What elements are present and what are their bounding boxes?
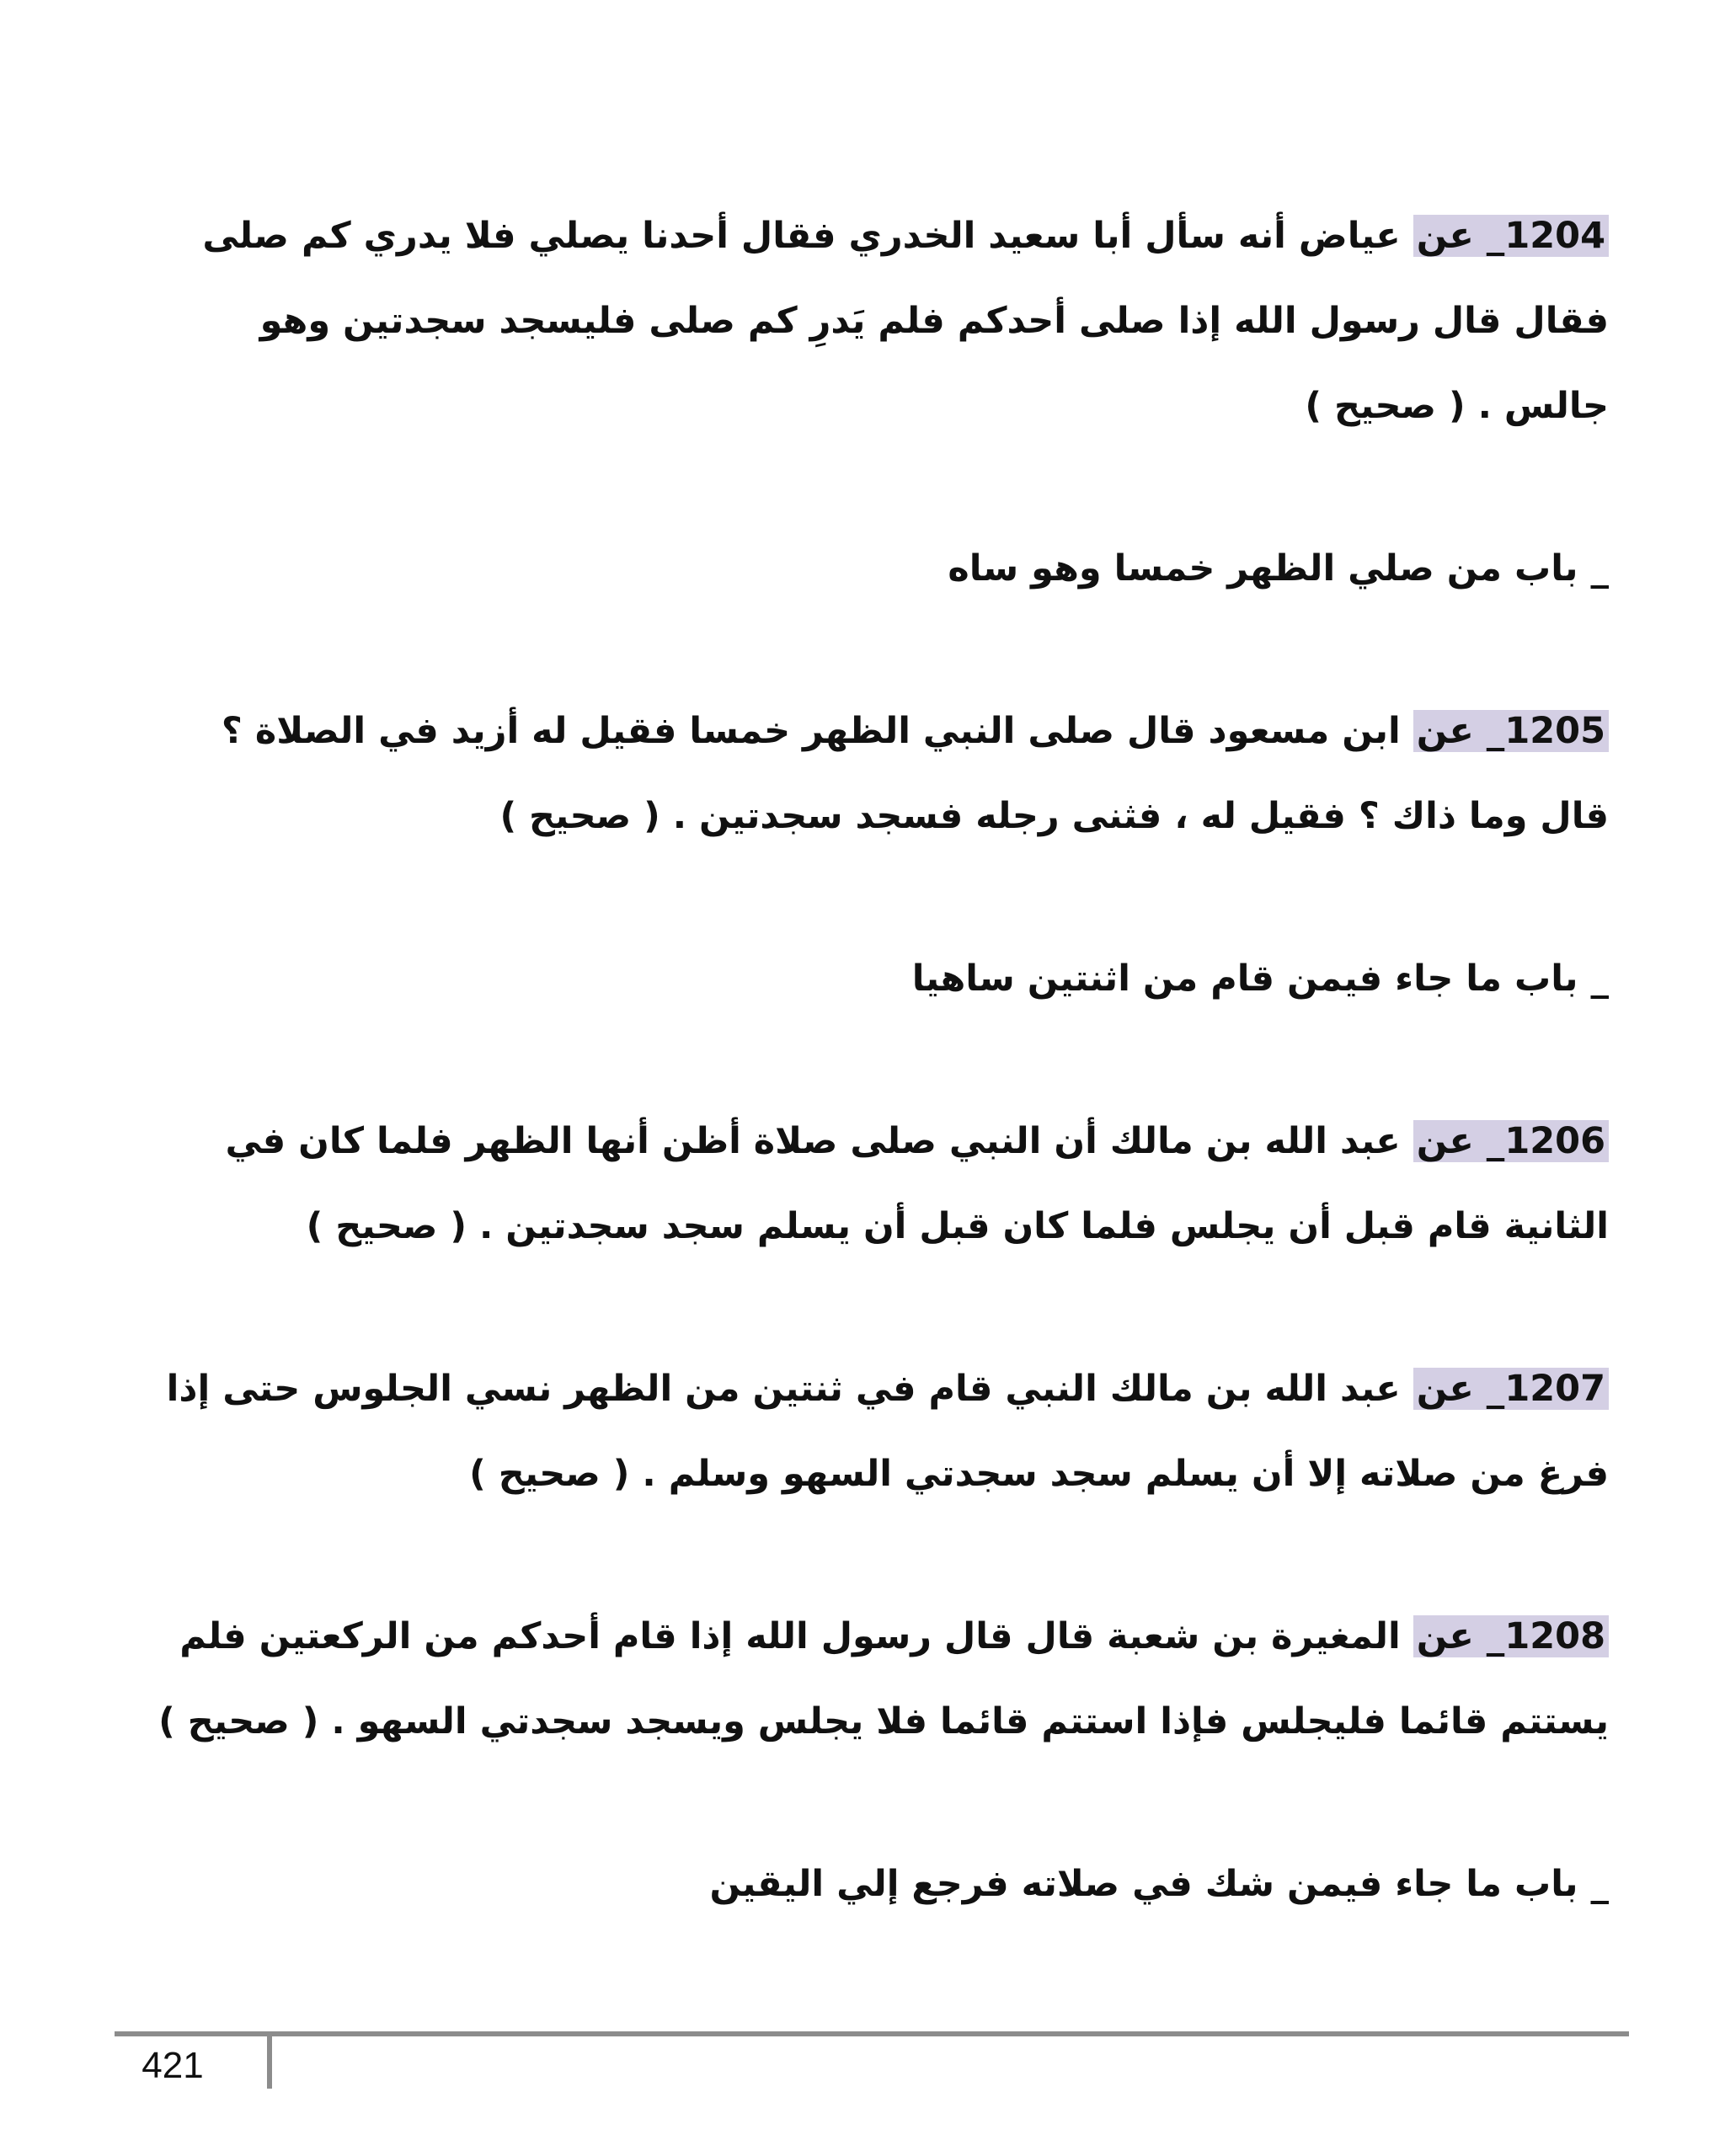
page-content bbox=[152, 194, 1609, 1927]
hadith-number-highlight: 1205_ عن bbox=[1413, 710, 1609, 752]
hadith-text: عياض أنه سأل أبا سعيد الخدري فقال أحدنا يصلي فلا يدري كم صلى فقال قال رسول الله إذا صلى أحدكم فلم يَدرِ كم صلى فليسجد سجدتين وهو جالس . ( صحيح ) bbox=[202, 215, 1609, 427]
footer-rule bbox=[115, 2031, 1629, 2036]
hadith-1208 bbox=[152, 1594, 1609, 1764]
hadith-text: عبد الله بن مالك النبي قام في ثنتين من الظهر نسي الجلوس حتى إذا فرغ من صلاته إلا أن يسلم سجد سجدتي السهو وسلم . ( صحيح ) bbox=[166, 1368, 1609, 1495]
chapter-heading: _ باب ما جاء فيمن شك في صلاته فرجع إلي اليقين bbox=[709, 1863, 1609, 1905]
page-number: 421 bbox=[142, 2045, 204, 2086]
hadith-text: المغيرة بن شعبة قال قال رسول الله إذا قام أحدكم من الركعتين فلم يستتم قائما فليجلس فإذا استتم قائما فلا يجلس ويسجد سجدتي السهو . ( صحيح ) bbox=[158, 1615, 1609, 1742]
hadith-number-highlight: 1204_ عن bbox=[1413, 215, 1609, 257]
hadith-number-highlight: 1206_ عن bbox=[1413, 1120, 1609, 1162]
hadith-number-highlight: 1208_ عن bbox=[1413, 1615, 1609, 1657]
hadith-1205 bbox=[152, 689, 1609, 859]
chapter-heading: _ باب ما جاء فيمن قام من اثنتين ساهيا bbox=[911, 958, 1609, 1000]
hadith-1206 bbox=[152, 1099, 1609, 1269]
hadith-1207 bbox=[152, 1347, 1609, 1517]
hadith-number-highlight: 1207_ عن bbox=[1413, 1368, 1609, 1410]
hadith-text: ابن مسعود قال صلى النبي الظهر خمسا فقيل له أزيد في الصلاة ؟ قال وما ذاك ؟ فقيل له ، فثنى رجله فسجد سجدتين . ( صحيح ) bbox=[221, 710, 1609, 837]
hadith-text: عبد الله بن مالك أن النبي صلى صلاة أظن أنها الظهر فلما كان في الثانية قام قبل أن يجلس فلما كان قبل أن يسلم سجد سجدتين . ( صحيح ) bbox=[225, 1120, 1609, 1247]
footer-tick-divider bbox=[267, 2036, 272, 2089]
hadith-1204 bbox=[152, 194, 1609, 449]
chapter-heading: _ باب من صلي الظهر خمسا وهو ساه bbox=[948, 547, 1609, 590]
